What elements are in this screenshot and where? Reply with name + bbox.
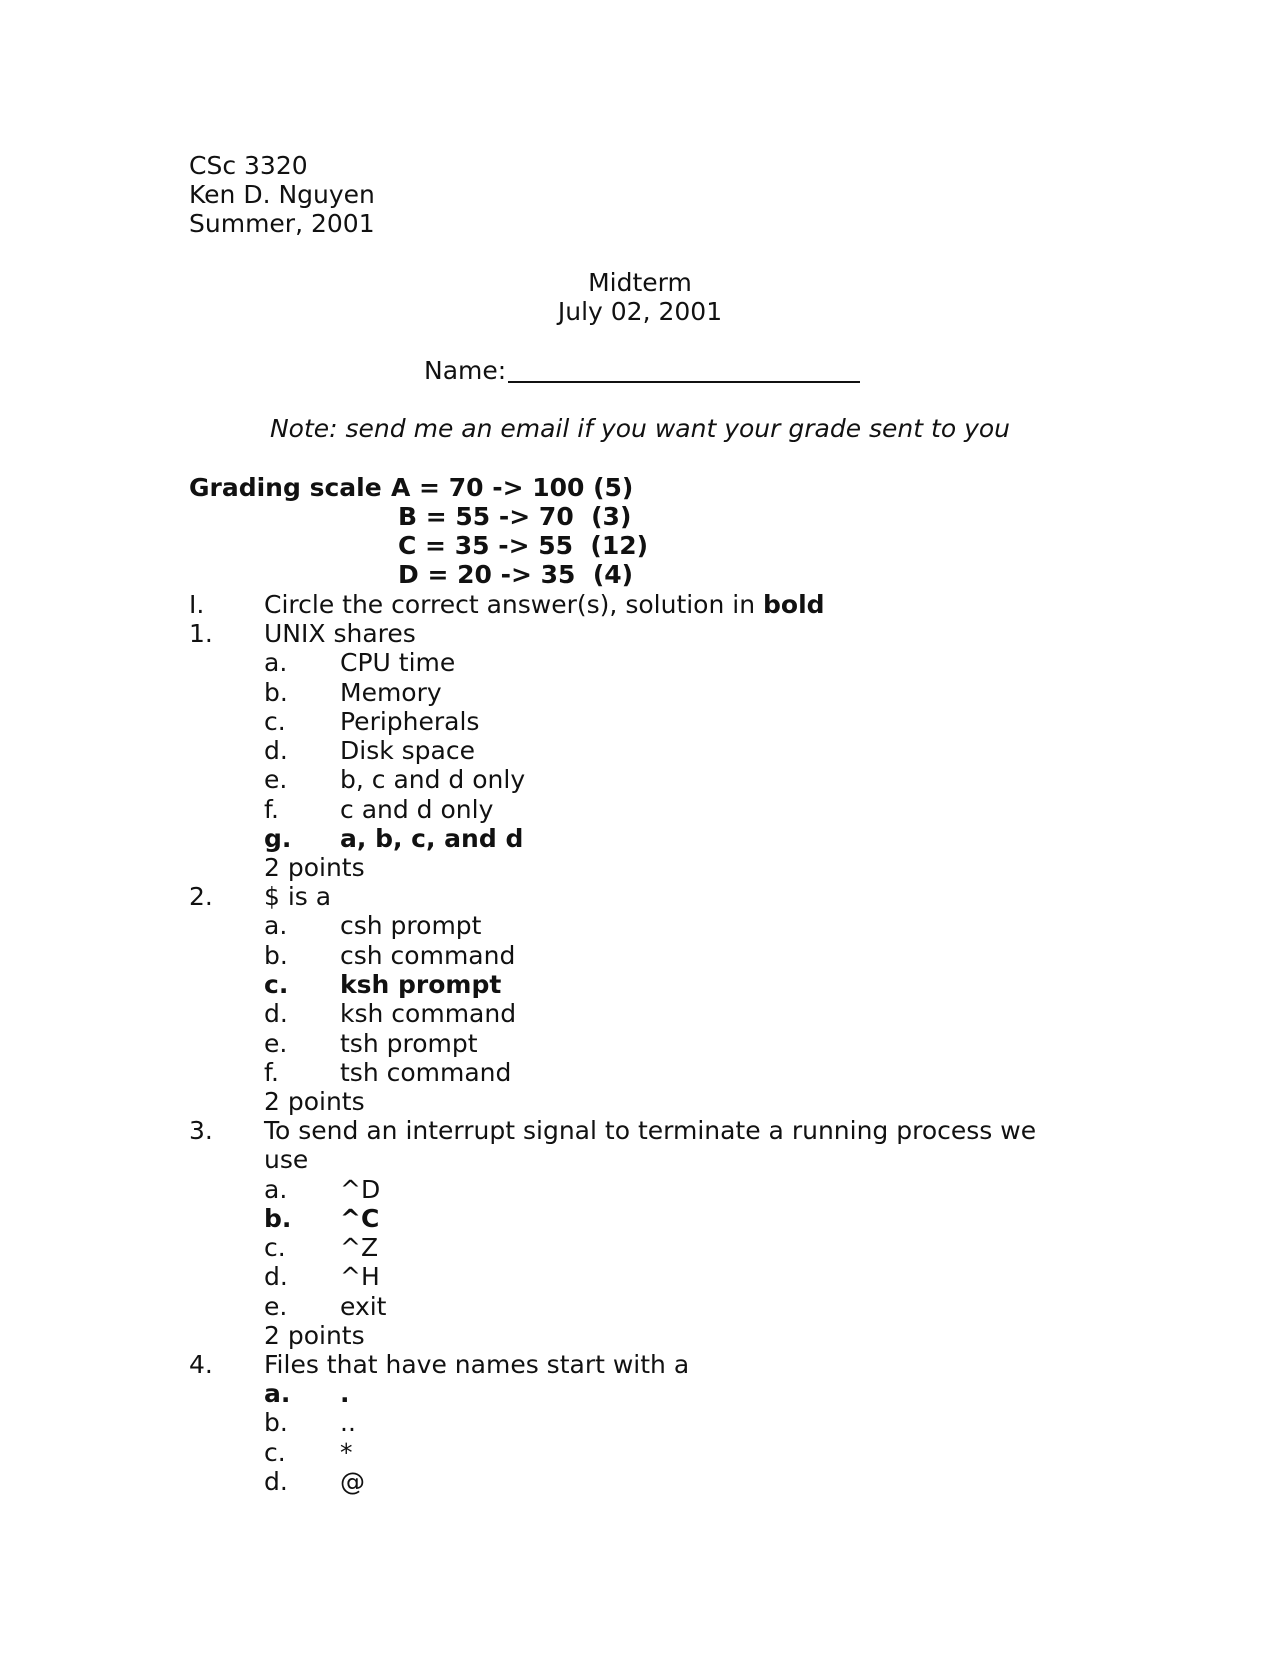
option-text: ^Z xyxy=(340,1233,379,1262)
option-text: ksh command xyxy=(340,999,517,1028)
option-letter[interactable]: d. xyxy=(264,999,288,1028)
name-label: Name: xyxy=(424,356,507,385)
option-letter[interactable]: b. xyxy=(264,941,288,970)
section-instruction xyxy=(264,590,825,619)
question-text-continued: use xyxy=(264,1145,309,1174)
question-text: To send an interrupt signal to terminate a running process we xyxy=(264,1116,1037,1145)
option-letter[interactable]: f. xyxy=(264,795,279,824)
option-letter[interactable]: d. xyxy=(264,736,288,765)
option-letter[interactable]: d. xyxy=(264,1262,288,1291)
option-text: * xyxy=(340,1438,353,1467)
option-text: csh command xyxy=(340,941,516,970)
option-letter[interactable]: a. xyxy=(264,648,288,677)
option-text: c and d only xyxy=(340,795,494,824)
option-letter[interactable]: e. xyxy=(264,1292,288,1321)
option-text: CPU time xyxy=(340,648,456,677)
question-number: 3. xyxy=(189,1116,213,1145)
correct-option-letter[interactable]: b. xyxy=(264,1204,292,1233)
question-number: 1. xyxy=(189,619,213,648)
grade-row-b: B = 55 -> 70 (3) xyxy=(398,502,632,531)
option-letter[interactable]: a. xyxy=(264,1175,288,1204)
option-text: .. xyxy=(340,1408,356,1437)
question-number: 4. xyxy=(189,1350,213,1379)
section-number: I. xyxy=(189,590,205,619)
question-text: UNIX shares xyxy=(264,619,416,648)
option-letter[interactable]: c. xyxy=(264,1438,286,1467)
question-text: $ is a xyxy=(264,882,332,911)
option-text: Peripherals xyxy=(340,707,480,736)
option-letter[interactable]: d. xyxy=(264,1467,288,1496)
option-letter[interactable]: c. xyxy=(264,1233,286,1262)
term: Summer, 2001 xyxy=(189,209,375,238)
grade-row-c: C = 35 -> 55 (12) xyxy=(398,531,649,560)
option-letter[interactable]: a. xyxy=(264,911,288,940)
option-letter[interactable]: f. xyxy=(264,1058,279,1087)
grade-note: Note: send me an email if you want your grade sent to you xyxy=(269,414,1011,443)
question-number: 2. xyxy=(189,882,213,911)
correct-option-text: a, b, c, and d xyxy=(340,824,524,853)
question-points: 2 points xyxy=(264,1087,365,1116)
option-text: ^H xyxy=(340,1262,380,1291)
exam-date: July 02, 2001 xyxy=(557,297,723,326)
option-text: @ xyxy=(340,1467,365,1496)
correct-option-letter[interactable]: c. xyxy=(264,970,289,999)
exam-title: Midterm xyxy=(588,268,692,297)
option-letter[interactable]: b. xyxy=(264,678,288,707)
correct-option-letter[interactable]: a. xyxy=(264,1379,291,1408)
option-text: tsh command xyxy=(340,1058,512,1087)
option-text: Memory xyxy=(340,678,442,707)
option-text: b, c and d only xyxy=(340,765,526,794)
option-letter[interactable]: e. xyxy=(264,765,288,794)
option-letter[interactable]: e. xyxy=(264,1029,288,1058)
option-text: csh prompt xyxy=(340,911,482,940)
option-letter[interactable]: c. xyxy=(264,707,286,736)
option-text: ^D xyxy=(340,1175,381,1204)
option-text: tsh prompt xyxy=(340,1029,478,1058)
correct-option-text: . xyxy=(340,1379,350,1408)
grading-scale-label: Grading scale xyxy=(189,473,382,502)
option-text: Disk space xyxy=(340,736,475,765)
correct-option-letter[interactable]: g. xyxy=(264,824,292,853)
question-points: 2 points xyxy=(264,1321,365,1350)
question-text: Files that have names start with a xyxy=(264,1350,690,1379)
grade-row-a: A = 70 -> 100 (5) xyxy=(391,473,634,502)
correct-option-text: ^C xyxy=(340,1204,380,1233)
correct-option-text: ksh prompt xyxy=(340,970,502,999)
name-blank-line xyxy=(508,381,860,383)
option-letter[interactable]: b. xyxy=(264,1408,288,1437)
section-instruction-text: Circle the correct answer(s), solution in xyxy=(264,590,764,619)
question-points: 2 points xyxy=(264,853,365,882)
grade-row-d: D = 20 -> 35 (4) xyxy=(398,560,634,589)
section-instruction-bold: bold xyxy=(763,590,825,619)
option-text: exit xyxy=(340,1292,387,1321)
course-code: CSc 3320 xyxy=(189,151,308,180)
instructor-name: Ken D. Nguyen xyxy=(189,180,375,209)
